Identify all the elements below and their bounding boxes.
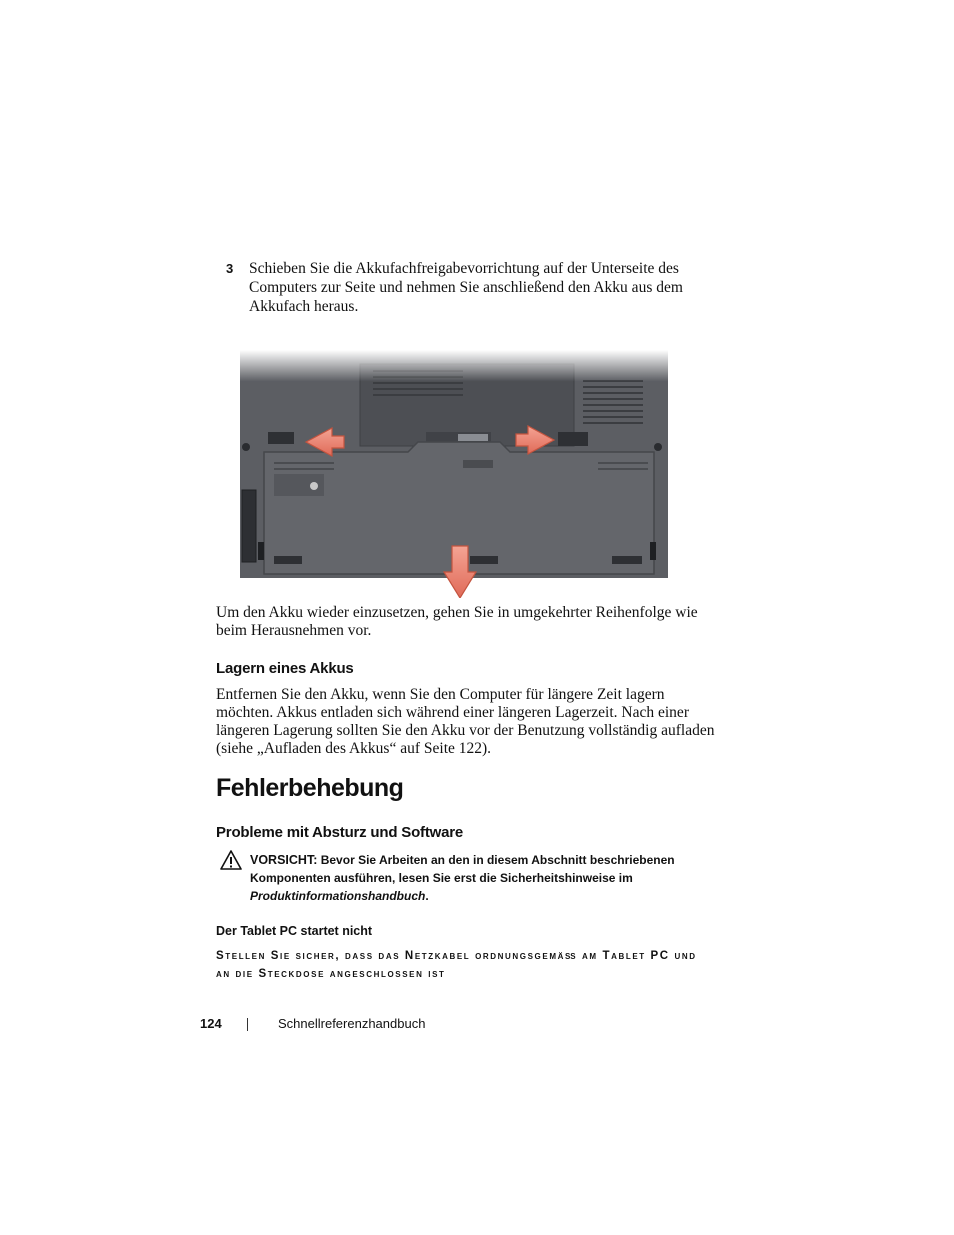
caution-body: Bevor Sie Arbeiten an den in diesem Abschnitt beschriebenen Komponenten ausführen, lesen Sie erst die Sicherheitshinweise im [250, 853, 675, 885]
caution-text [250, 851, 718, 905]
step-text: Schieben Sie die Akkufachfreigabevorrichtung auf der Unterseite des Computers zur Seite und nehmen Sie anschließend den Akku aus dem Akkufach heraus. [249, 260, 683, 315]
check-power-heading: Stellen Sie sicher, dass das Netzkabel ordnungsgemäß am Tablet PC und an die Steckdose angeschlossen ist [216, 950, 697, 980]
step-3 [226, 259, 716, 316]
reinsert-paragraph: Um den Akku wieder einzusetzen, gehen Sie in umgekehrter Reihenfolge wie beim Herausnehmen vor. [216, 604, 698, 639]
battery-removal-figure [238, 350, 669, 598]
warning-triangle-icon [220, 850, 242, 870]
caution-book-title: Produktinformationshandbuch [250, 889, 426, 903]
storage-heading: Lagern eines Akkus [216, 660, 354, 677]
laptop-bottom-illustration [238, 350, 669, 598]
crash-software-heading: Probleme mit Absturz und Software [216, 824, 464, 841]
problem-heading: Der Tablet PC startet nicht [216, 924, 373, 938]
footer-divider [247, 1018, 248, 1031]
step-number: 3 [226, 261, 234, 276]
troubleshooting-heading: Fehlerbehebung [216, 774, 404, 802]
storage-paragraph: Entfernen Sie den Akku, wenn Sie den Computer für längere Zeit lagern möchten. Akkus entladen sich während einer längeren Lagerzeit. Nach einer längeren Lagerung sollten Sie den Akku vor der Benutzung vollständig aufladen (siehe „Aufladen des Akkus“ auf Seite 122). [216, 686, 715, 757]
caution-period: . [425, 889, 429, 903]
page-number: 124 [200, 1016, 222, 1031]
caution-label: VORSICHT: [250, 853, 318, 867]
footer-title: Schnellreferenzhandbuch [278, 1016, 426, 1031]
